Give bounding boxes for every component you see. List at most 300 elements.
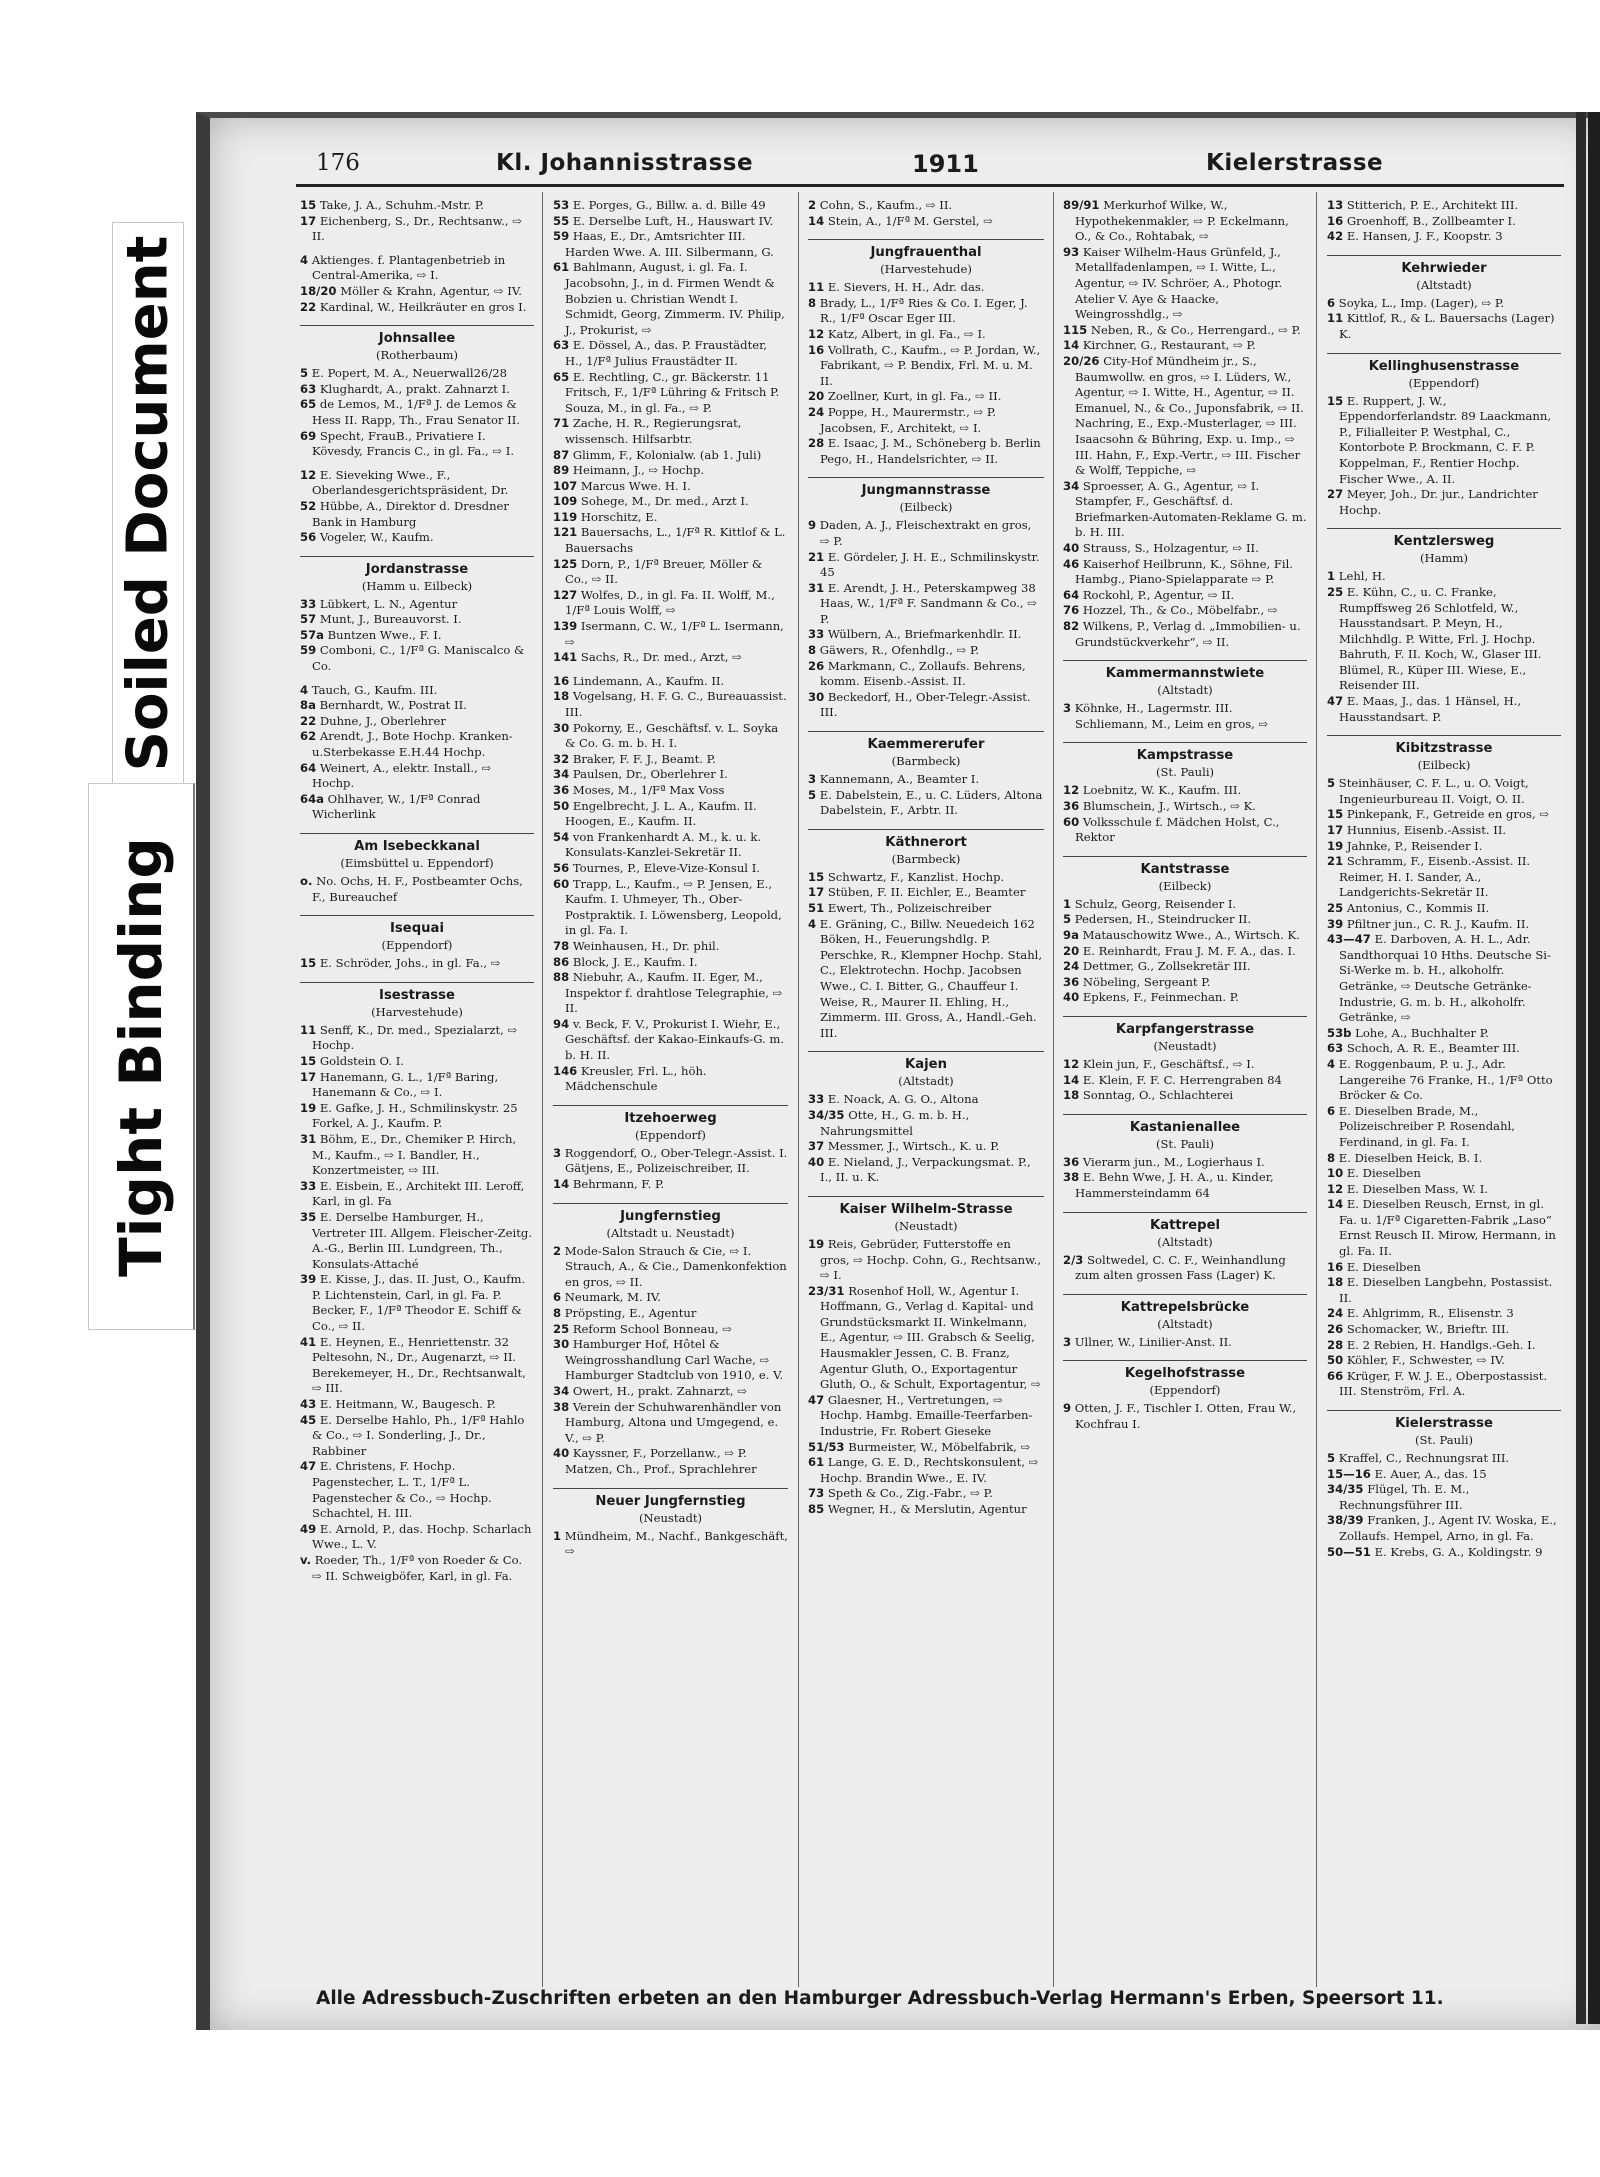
resident-listing: Lange, G. E. D., Rechtskonsulent, ⇨ Hochp. Brandin Wwe., E. IV.: [820, 1455, 1039, 1485]
street-heading: Kibitzstrasse: [1327, 735, 1561, 758]
house-number: 115: [1063, 322, 1088, 337]
resident-listing: Ewert, Th., Polizeischreiber: [827, 901, 992, 915]
resident-listing: Kraffel, C., Rechnungsrat III.: [1338, 1451, 1510, 1465]
house-number: 4: [300, 252, 309, 267]
house-number: 5: [1327, 776, 1336, 791]
house-number: 57a: [300, 627, 324, 642]
resident-listing: Roggendorf, O., Ober-Telegr.-Assist. I. Gätjens, E., Polizeischreiber, II.: [564, 1145, 788, 1176]
resident-listing: Ullner, W., Linilier-Anst. II.: [1074, 1334, 1232, 1349]
resident-listing: Cohn, S., Kaufm., ⇨ II.: [819, 198, 953, 212]
directory-entry: [1327, 1151, 1561, 1167]
house-number: 51/53: [808, 1439, 845, 1454]
directory-entry: [1063, 557, 1307, 588]
resident-listing: E. Heitmann, W., Baugesch. P.: [319, 1397, 496, 1412]
directory-entry: [808, 518, 1044, 549]
resident-listing: Soyka, L., Imp. (Lager), ⇨ P.: [1338, 295, 1505, 310]
house-number: 34: [1063, 478, 1080, 493]
directory-entry: [1063, 912, 1307, 928]
directory-entry: [1327, 1182, 1561, 1198]
house-number: 10: [1327, 1166, 1344, 1181]
resident-listing: E. Krebs, G. A., Koldingstr. 9: [1374, 1544, 1543, 1559]
directory-entry: [300, 698, 534, 714]
district-label: (Neustadt): [1153, 1038, 1217, 1053]
directory-entry: [808, 343, 1044, 390]
house-number: 22: [300, 299, 317, 314]
house-number: 18: [1327, 1275, 1344, 1290]
directory-column-4: [1063, 198, 1307, 1983]
directory-entry: [300, 397, 534, 428]
district-label: (Altstadt): [1157, 1316, 1213, 1331]
house-number: 52: [300, 498, 317, 513]
house-number: 127: [553, 587, 578, 602]
directory-entry: [808, 1092, 1044, 1108]
resident-listing: Stüben, F. II. Eichler, E., Beamter: [827, 885, 1026, 900]
directory-entry: [808, 917, 1044, 1042]
directory-entry: [300, 1101, 534, 1132]
resident-listing: Pfiltner jun., C. R. J., Kaufm. II.: [1346, 916, 1530, 931]
directory-entry: [553, 510, 788, 526]
directory-entry: [1063, 1155, 1307, 1171]
resident-listing: Aktienges. f. Plantagenbetrieb in Central-Amerika, ⇨ I.: [311, 252, 506, 283]
house-number: 64a: [300, 791, 324, 806]
street-heading: Itzehoerweg: [553, 1105, 788, 1128]
directory-entry: [1327, 296, 1561, 312]
house-number: 1: [1063, 896, 1072, 911]
directory-entry: [300, 284, 534, 300]
house-number: 15: [300, 1053, 317, 1068]
house-number: 9: [1063, 1401, 1072, 1416]
house-number: 65: [300, 397, 317, 412]
directory-entry: [300, 1413, 534, 1460]
resident-listing: Lehl, H.: [1338, 569, 1386, 584]
resident-listing: Messmer, J., Wirtsch., K. u. P.: [827, 1139, 1000, 1154]
directory-entry: [553, 416, 788, 447]
street-heading: Kantstrasse: [1063, 856, 1307, 879]
street-heading: Kegelhofstrasse: [1063, 1360, 1307, 1383]
directory-entry: [1063, 799, 1307, 815]
resident-listing: Hunnius, Eisenb.-Assist. II.: [1346, 823, 1507, 838]
directory-entry: [553, 229, 788, 260]
directory-entry: [553, 588, 788, 619]
soiled-document-label: [112, 222, 184, 784]
resident-listing: E. Gördeler, J. H. E., Schmilinskystr. 45: [820, 549, 1040, 580]
street-heading: Johnsallee: [300, 325, 534, 348]
directory-entry: [300, 530, 534, 546]
resident-listing: E. Dieselben Langbehn, Postassist. II.: [1339, 1275, 1553, 1305]
street-heading: Jungfrauenthal: [808, 239, 1044, 262]
directory-entry: [1063, 1253, 1307, 1284]
resident-listing: E. Derselbe Luft, H., Hauswart IV.: [572, 213, 774, 228]
house-number: 30: [553, 1337, 570, 1352]
directory-entry: [1327, 1545, 1561, 1561]
house-number: 125: [553, 556, 578, 571]
district-label: (Barmbeck): [891, 754, 961, 769]
directory-entry: [808, 690, 1044, 721]
directory-entry: [808, 1440, 1044, 1456]
resident-listing: Steinhäuser, C. F. L., u. O. Voigt, Ingenieurbureau II. Voigt, O. II.: [1338, 776, 1529, 806]
resident-listing: E. Derselbe Hahlo, Ph., 1/Fª Hahlo & Co., ⇨ I. Sonderling, J., Dr., Rabbiner: [312, 1412, 525, 1458]
house-number: 5: [300, 366, 309, 381]
resident-listing: Munt, J., Bureauvorst. I.: [319, 612, 462, 627]
directory-entry: [553, 260, 788, 338]
directory-entry: [300, 300, 534, 316]
house-number: 12: [1063, 783, 1080, 798]
house-number: 17: [1327, 823, 1344, 838]
resident-listing: Böhm, E., Dr., Chemiker P. Hirch, M., Kaufm., ⇨ I. Bandler, H., Konzertmeister, ⇨ III.: [312, 1131, 517, 1178]
street-heading: Kammermannstwiete: [1063, 660, 1307, 683]
directory-entry: [808, 1108, 1044, 1139]
house-number: 139: [553, 619, 578, 634]
house-number: 38: [1063, 1170, 1080, 1185]
resident-listing: E. Dössel, A., das. P. Fraustädter, H., 1/Fª Julius Fraustädter II.: [565, 338, 768, 368]
district-label: (Altstadt): [1157, 683, 1213, 698]
directory-entry: [1063, 1088, 1307, 1104]
directory-entry: [1063, 1335, 1307, 1351]
resident-listing: Klughardt, A., prakt. Zahnarzt I.: [319, 381, 510, 396]
house-number: 60: [1063, 814, 1080, 829]
resident-listing: Isermann, C. W., 1/Fª L. Isermann, ⇨: [565, 619, 784, 649]
resident-listing: Lübkert, L. N., Agentur: [319, 596, 458, 611]
street-heading: Käthnerort: [808, 829, 1044, 852]
house-number: 34: [553, 1383, 570, 1398]
directory-entry: [1063, 1401, 1307, 1432]
directory-entry: [1063, 479, 1307, 541]
house-number: 59: [553, 229, 570, 244]
resident-listing: von Frankenhardt A. M., k. u. k. Konsulats-Kanzlei-Sekretär II.: [565, 829, 762, 860]
directory-entry: [553, 721, 788, 752]
resident-listing: Kirchner, G., Restaurant, ⇨ P.: [1082, 338, 1256, 353]
resident-listing: Roeder, Th., 1/Fª von Roeder & Co. ⇨ II. Schweigböfer, Karl, in gl. Fa.: [312, 1552, 523, 1583]
house-number: 11: [1327, 311, 1344, 326]
district-label: (Eppendorf): [635, 1127, 706, 1142]
resident-listing: Klein jun, F., Geschäftsf., ⇨ I.: [1082, 1056, 1255, 1071]
directory-entry: [553, 861, 788, 877]
directory-entry: [553, 955, 788, 971]
resident-listing: Horschitz, E.: [580, 509, 658, 524]
district-label: (St. Pauli): [1155, 765, 1215, 780]
house-number: 20: [1063, 943, 1080, 958]
resident-listing: Specht, FrauB., Privatiere I. Kövesdy, Francis C., in gl. Fa., ⇨ I.: [312, 428, 515, 459]
resident-listing: Neben, R., & Co., Herrengard., ⇨ P.: [1090, 322, 1301, 337]
directory-entry: [553, 1244, 788, 1291]
district-label: (Harvestehude): [371, 1004, 463, 1019]
directory-entry: [300, 253, 534, 284]
district-label: (Eppendorf): [1408, 375, 1480, 390]
house-number: 39: [300, 1272, 317, 1287]
house-number: 25: [1327, 901, 1344, 915]
house-number: 64: [300, 760, 317, 775]
directory-entry: [1327, 214, 1561, 230]
house-number: 8: [1327, 1150, 1336, 1165]
street-heading: Kattrepelsbrücke: [1063, 1294, 1307, 1317]
resident-listing: E. Kisse, J., das. II. Just, O., Kaufm. P. Lichtenstein, Carl, in gl. Fa. P. Becker, F., 1/Fª Theodor E. Schiff & Co., ⇨ II.: [312, 1272, 526, 1334]
house-number: 37: [808, 1139, 825, 1154]
resident-listing: E. Popert, M. A., Neuerwall26/28: [311, 366, 507, 381]
directory-entry: [553, 1017, 788, 1064]
directory-entry: [1327, 487, 1561, 518]
house-number: 55: [553, 213, 570, 228]
resident-listing: Vollrath, C., Kaufm., ⇨ P. Jordan, W., Fabrikant, ⇨ P. Bendix, Frl. M. u. M. II.: [820, 342, 1041, 388]
house-number: 19: [300, 1100, 317, 1115]
house-number: 14: [1063, 338, 1080, 353]
house-number: 35: [300, 1209, 317, 1224]
directory-entry: [553, 619, 788, 650]
house-number: 17: [300, 213, 317, 228]
directory-entry: [808, 627, 1044, 643]
house-number: 2/3: [1063, 1252, 1084, 1267]
house-number: 25: [553, 1321, 570, 1336]
house-number: 87: [553, 447, 570, 462]
directory-entry: [300, 761, 534, 792]
house-number: 89: [553, 463, 570, 478]
directory-entry: [553, 198, 788, 214]
resident-listing: Möller & Krahn, Agentur, ⇨ IV.: [340, 283, 522, 298]
directory-entry: [300, 792, 534, 823]
directory-entry: [553, 799, 788, 830]
house-number: 15—16: [1327, 1466, 1371, 1481]
resident-listing: Strauss, S., Holzagentur, ⇨ II.: [1082, 541, 1259, 556]
directory-entry: [1063, 245, 1307, 323]
house-number: 14: [1063, 1072, 1080, 1087]
directory-entry: [300, 429, 534, 460]
resident-listing: Niebuhr, A., Kaufm. II. Eger, M., Inspektor f. drahtlose Telegraphie, ⇨ II.: [565, 970, 783, 1016]
directory-entry: [808, 436, 1044, 467]
directory-entry: [300, 198, 534, 214]
street-heading: Neuer Jungfernstieg: [553, 1488, 788, 1511]
block-spacer: [300, 245, 534, 253]
directory-entry: [300, 643, 534, 674]
house-number: 14: [808, 213, 825, 228]
directory-entry: [1327, 1260, 1561, 1276]
resident-listing: Meyer, Joh., Dr. jur., Landrichter Hochp.: [1339, 487, 1538, 517]
directory-entry: [1327, 901, 1561, 917]
resident-listing: Burmeister, W., Möbelfabrik, ⇨: [848, 1439, 1031, 1454]
directory-entry: [808, 296, 1044, 327]
resident-listing: Poppe, H., Maurermstr., ⇨ P. Jacobsen, F., Architekt, ⇨ I.: [820, 404, 997, 435]
directory-entry: [553, 448, 788, 464]
resident-listing: E. Gräning, C., Billw. Neuedeich 162 Böken, H., Feuerungshdlg. P. Perschke, R., Klempner Hochp. Stahl, C., Elektrotechn. Hochp. Jacobsen Wwe., C. I. Bitter, G., Chauffeur I. Weise, R., Maurer II. Ehling, H., Zimmerm. III. Gross, A., Handl.-Geh. III.: [819, 916, 1043, 1040]
resident-listing: Matauschowitz Wwe., A., Wirtsch. K.: [1082, 927, 1300, 942]
house-number: 11: [300, 1022, 317, 1037]
directory-entry: [1063, 701, 1307, 732]
directory-entry: [808, 1502, 1044, 1518]
directory-entry: [1327, 823, 1561, 839]
street-heading: Am Isebeckkanal: [300, 833, 534, 856]
directory-entry: [1063, 603, 1307, 619]
resident-listing: Tauch, G., Kaufm. III.: [311, 682, 438, 697]
directory-entry: [553, 479, 788, 495]
column-divider: [798, 192, 799, 1987]
resident-listing: E. Behn Wwe, J. H. A., u. Kinder, Hammersteindamm 64: [1075, 1170, 1274, 1200]
resident-listing: Wolfes, D., in gl. Fa. II. Wolff, M., 1/Fª Louis Wolff, ⇨: [565, 587, 775, 618]
directory-entry: [808, 772, 1044, 788]
directory-entry: [1063, 354, 1307, 479]
directory-entry: [553, 1306, 788, 1322]
directory-entry: [553, 939, 788, 955]
house-number: 16: [553, 673, 570, 688]
resident-listing: Nöbeling, Sergeant P.: [1082, 974, 1211, 989]
house-number: 76: [1063, 603, 1080, 618]
directory-entry: [1327, 917, 1561, 933]
directory-entry: [553, 877, 788, 939]
resident-listing: Braker, F. F. J., Beamt. P.: [572, 751, 716, 766]
resident-listing: Stitterich, P. E., Architekt III.: [1346, 198, 1519, 212]
resident-listing: Daden, A. J., Fleischextrakt en gros, ⇨ P.: [819, 518, 1032, 548]
house-number: 13: [1327, 198, 1344, 212]
house-number: 146: [553, 1063, 578, 1078]
directory-entry: [808, 1393, 1044, 1440]
resident-listing: Arendt, J., Bote Hochp. Kranken-u.Sterbekasse E.H.44 Hochp.: [312, 729, 513, 760]
house-number: 33: [808, 627, 825, 642]
resident-listing: Kayssner, F., Porzellanw., ⇨ P. Matzen, Ch., Prof., Sprachlehrer: [565, 1446, 757, 1476]
directory-entry: [553, 1446, 788, 1477]
house-number: 21: [1327, 854, 1344, 869]
house-number: 59: [300, 643, 317, 658]
resident-listing: Glaesner, H., Vertretungen, ⇨ Hochp. Hambg. Emaille-Teerfarben-Industrie, Fr. Robert Gieseke: [820, 1392, 1033, 1439]
resident-listing: Verein der Schuhwarenhändler von Hamburg, Altona und Umgegend, e. V., ⇨ P.: [565, 1399, 782, 1445]
resident-listing: Mode-Salon Strauch & Cie, ⇨ I. Strauch, A., & Cie., Damenkonfektion en gros, ⇨ II.: [564, 1243, 787, 1289]
street-heading: Jungmannstrasse: [808, 477, 1044, 500]
directory-entry: [1063, 619, 1307, 650]
resident-listing: E. Klein, F. F. C. Herrengraben 84: [1082, 1072, 1282, 1087]
directory-entry: [1327, 1513, 1561, 1544]
resident-listing: E. Christens, F. Hochp. Pagenstecher, L. T., 1/Fª L. Pagenstecher & Co., ⇨ Hochp. Schachtel, H. III.: [312, 1459, 492, 1521]
house-number: 50—51: [1327, 1544, 1371, 1559]
resident-listing: Wülbern, A., Briefmarkenhdlr. II.: [827, 627, 1022, 642]
resident-listing: Katz, Albert, in gl. Fa., ⇨ I.: [827, 326, 986, 341]
directory-entry: [300, 714, 534, 730]
house-number: 3: [553, 1145, 562, 1160]
directory-column-2: [553, 198, 788, 1983]
house-number: 88: [553, 970, 570, 985]
resident-listing: E. Roggenbaum, P. u. J., Adr. Langereihe 76 Franke, H., 1/Fª Otto Bröcker & Co.: [1338, 1056, 1553, 1103]
resident-listing: E. Ahlgrimm, R., Elisenstr. 3: [1346, 1306, 1514, 1321]
resident-listing: E. Dieselben Brade, M., Polizeischreiber P. Rosendahl, Ferdinand, in gl. Fa. I.: [1338, 1103, 1515, 1149]
house-number: 8a: [300, 698, 316, 713]
district-label: (Hamm): [1419, 551, 1469, 566]
house-number: 17: [808, 885, 825, 900]
directory-entry: [1327, 1482, 1561, 1513]
directory-entry: [553, 1322, 788, 1338]
house-number: 3: [808, 772, 817, 787]
resident-listing: E. 2 Rebien, H. Handlgs.-Geh. I.: [1346, 1337, 1536, 1352]
district-label: (Altstadt u. Neustadt): [606, 1225, 735, 1240]
resident-listing: Behrmann, F. P.: [572, 1177, 665, 1192]
directory-entry: [808, 1237, 1044, 1284]
directory-entry: [300, 1397, 534, 1413]
district-label: (Hamm u. Eilbeck): [361, 578, 473, 593]
street-heading: Kattrepel: [1063, 1212, 1307, 1235]
house-number: 47: [300, 1459, 317, 1474]
resident-listing: E. Arendt, J. H., Peterskampweg 38 Haas, W., 1/Fª F. Sandmann & Co., ⇨ P.: [820, 580, 1038, 626]
directory-entry: [808, 581, 1044, 628]
resident-listing: Schramm, F., Eisenb.-Assist. II. Reimer, H. I. Sander, A., Landgerichts-Sekretär II.: [1339, 854, 1531, 900]
directory-entry: [300, 729, 534, 760]
directory-entry: [1063, 990, 1307, 1006]
directory-entry: [1327, 1197, 1561, 1259]
resident-listing: Duhne, J., Oberlehrer: [319, 713, 446, 728]
directory-entry: [1063, 198, 1307, 245]
resident-listing: Reis, Gebrüder, Futterstoffe en gros, ⇨ Hochp. Cohn, G., Rechtsanw., ⇨ I.: [820, 1236, 1042, 1283]
house-number: 47: [808, 1392, 825, 1407]
house-number: 31: [300, 1131, 317, 1146]
resident-listing: Sachs, R., Dr. med., Arzt, ⇨: [580, 650, 742, 665]
resident-listing: E. Noack, A. G. O., Altona: [827, 1092, 979, 1107]
district-label: (Eilbeck): [1158, 878, 1212, 893]
directory-entry: [1327, 394, 1561, 488]
resident-listing: de Lemos, M., 1/Fª J. de Lemos & Hess II. Rapp, Th., Frau Senator II.: [312, 397, 521, 427]
resident-listing: Heimann, J., ⇨ Hochp.: [572, 463, 705, 478]
house-number: 32: [553, 751, 570, 766]
directory-entry: [1063, 944, 1307, 960]
directory-entry: [1327, 1369, 1561, 1400]
resident-listing: Rockohl, P., Agentur, ⇨ II.: [1082, 587, 1235, 602]
directory-entry: [300, 628, 534, 644]
house-number: 18/20: [300, 283, 337, 298]
resident-listing: Mündheim, M., Nachf., Bankgeschäft, ⇨: [564, 1528, 788, 1559]
directory-entry: [1327, 1338, 1561, 1354]
house-number: 36: [1063, 1154, 1080, 1169]
house-number: 34/35: [808, 1107, 845, 1122]
house-number: 85: [808, 1502, 825, 1516]
house-number: 16: [808, 342, 825, 357]
house-number: 5: [808, 787, 817, 802]
house-number: 38/39: [1327, 1513, 1364, 1528]
house-number: 56: [300, 530, 317, 545]
directory-entry: [808, 788, 1044, 819]
house-number: 18: [1063, 1088, 1080, 1103]
resident-listing: Lindemann, A., Kaufm. II.: [572, 673, 725, 688]
resident-listing: Weinert, A., elektr. Install., ⇨ Hochp.: [312, 760, 492, 791]
page-number: 176: [316, 150, 360, 176]
directory-entry: [553, 463, 788, 479]
directory-entry: [1327, 1041, 1561, 1057]
street-heading: Kentzlersweg: [1327, 528, 1561, 551]
house-number: 63: [300, 381, 317, 396]
house-number: 28: [808, 436, 825, 451]
house-number: 26: [808, 658, 825, 673]
directory-entry: [1063, 928, 1307, 944]
directory-entry: [553, 1064, 788, 1095]
directory-entry: [1327, 1306, 1561, 1322]
directory-entry: [553, 214, 788, 230]
house-number: 46: [1063, 556, 1080, 571]
scanner-border: [1588, 112, 1600, 2024]
tight-binding-label: [88, 783, 195, 1330]
directory-entry: [1327, 807, 1561, 823]
house-number: 5: [1063, 912, 1072, 927]
directory-entry: [808, 389, 1044, 405]
district-label: (Neustadt): [638, 1510, 703, 1525]
house-number: 82: [1063, 619, 1080, 634]
house-number: 15: [300, 198, 317, 212]
directory-entry: [1327, 932, 1561, 1026]
street-heading: Kaemmererufer: [808, 731, 1044, 754]
resident-listing: E. Dabelstein, E., u. C. Lüders, Altona Dabelstein, F., Arbtr. II.: [819, 787, 1043, 818]
street-heading: Kellinghusenstrasse: [1327, 353, 1561, 376]
house-number: 40: [1063, 541, 1080, 556]
resident-listing: Hübbe, A., Direktor d. Dresdner Bank in Hamburg: [312, 498, 509, 529]
house-number: 51: [808, 901, 825, 915]
directory-entry: [1327, 569, 1561, 585]
resident-listing: Buntzen Wwe., F. I.: [327, 627, 442, 642]
house-number: v.: [300, 1552, 312, 1567]
house-number: 107: [553, 478, 578, 493]
resident-listing: E. Ruppert, J. W., Eppendorferlandstr. 89 Laackmann, P., Filialleiter P. Westphal, C., Kontorbote P. Brockmann, C. F. P. Koppelman, F., Rentier Hochp. Fischer Wwe., A. II.: [1339, 393, 1552, 486]
house-number: 14: [553, 1177, 570, 1192]
directory-entry: [1327, 1275, 1561, 1306]
directory-entry: [1327, 1104, 1561, 1151]
